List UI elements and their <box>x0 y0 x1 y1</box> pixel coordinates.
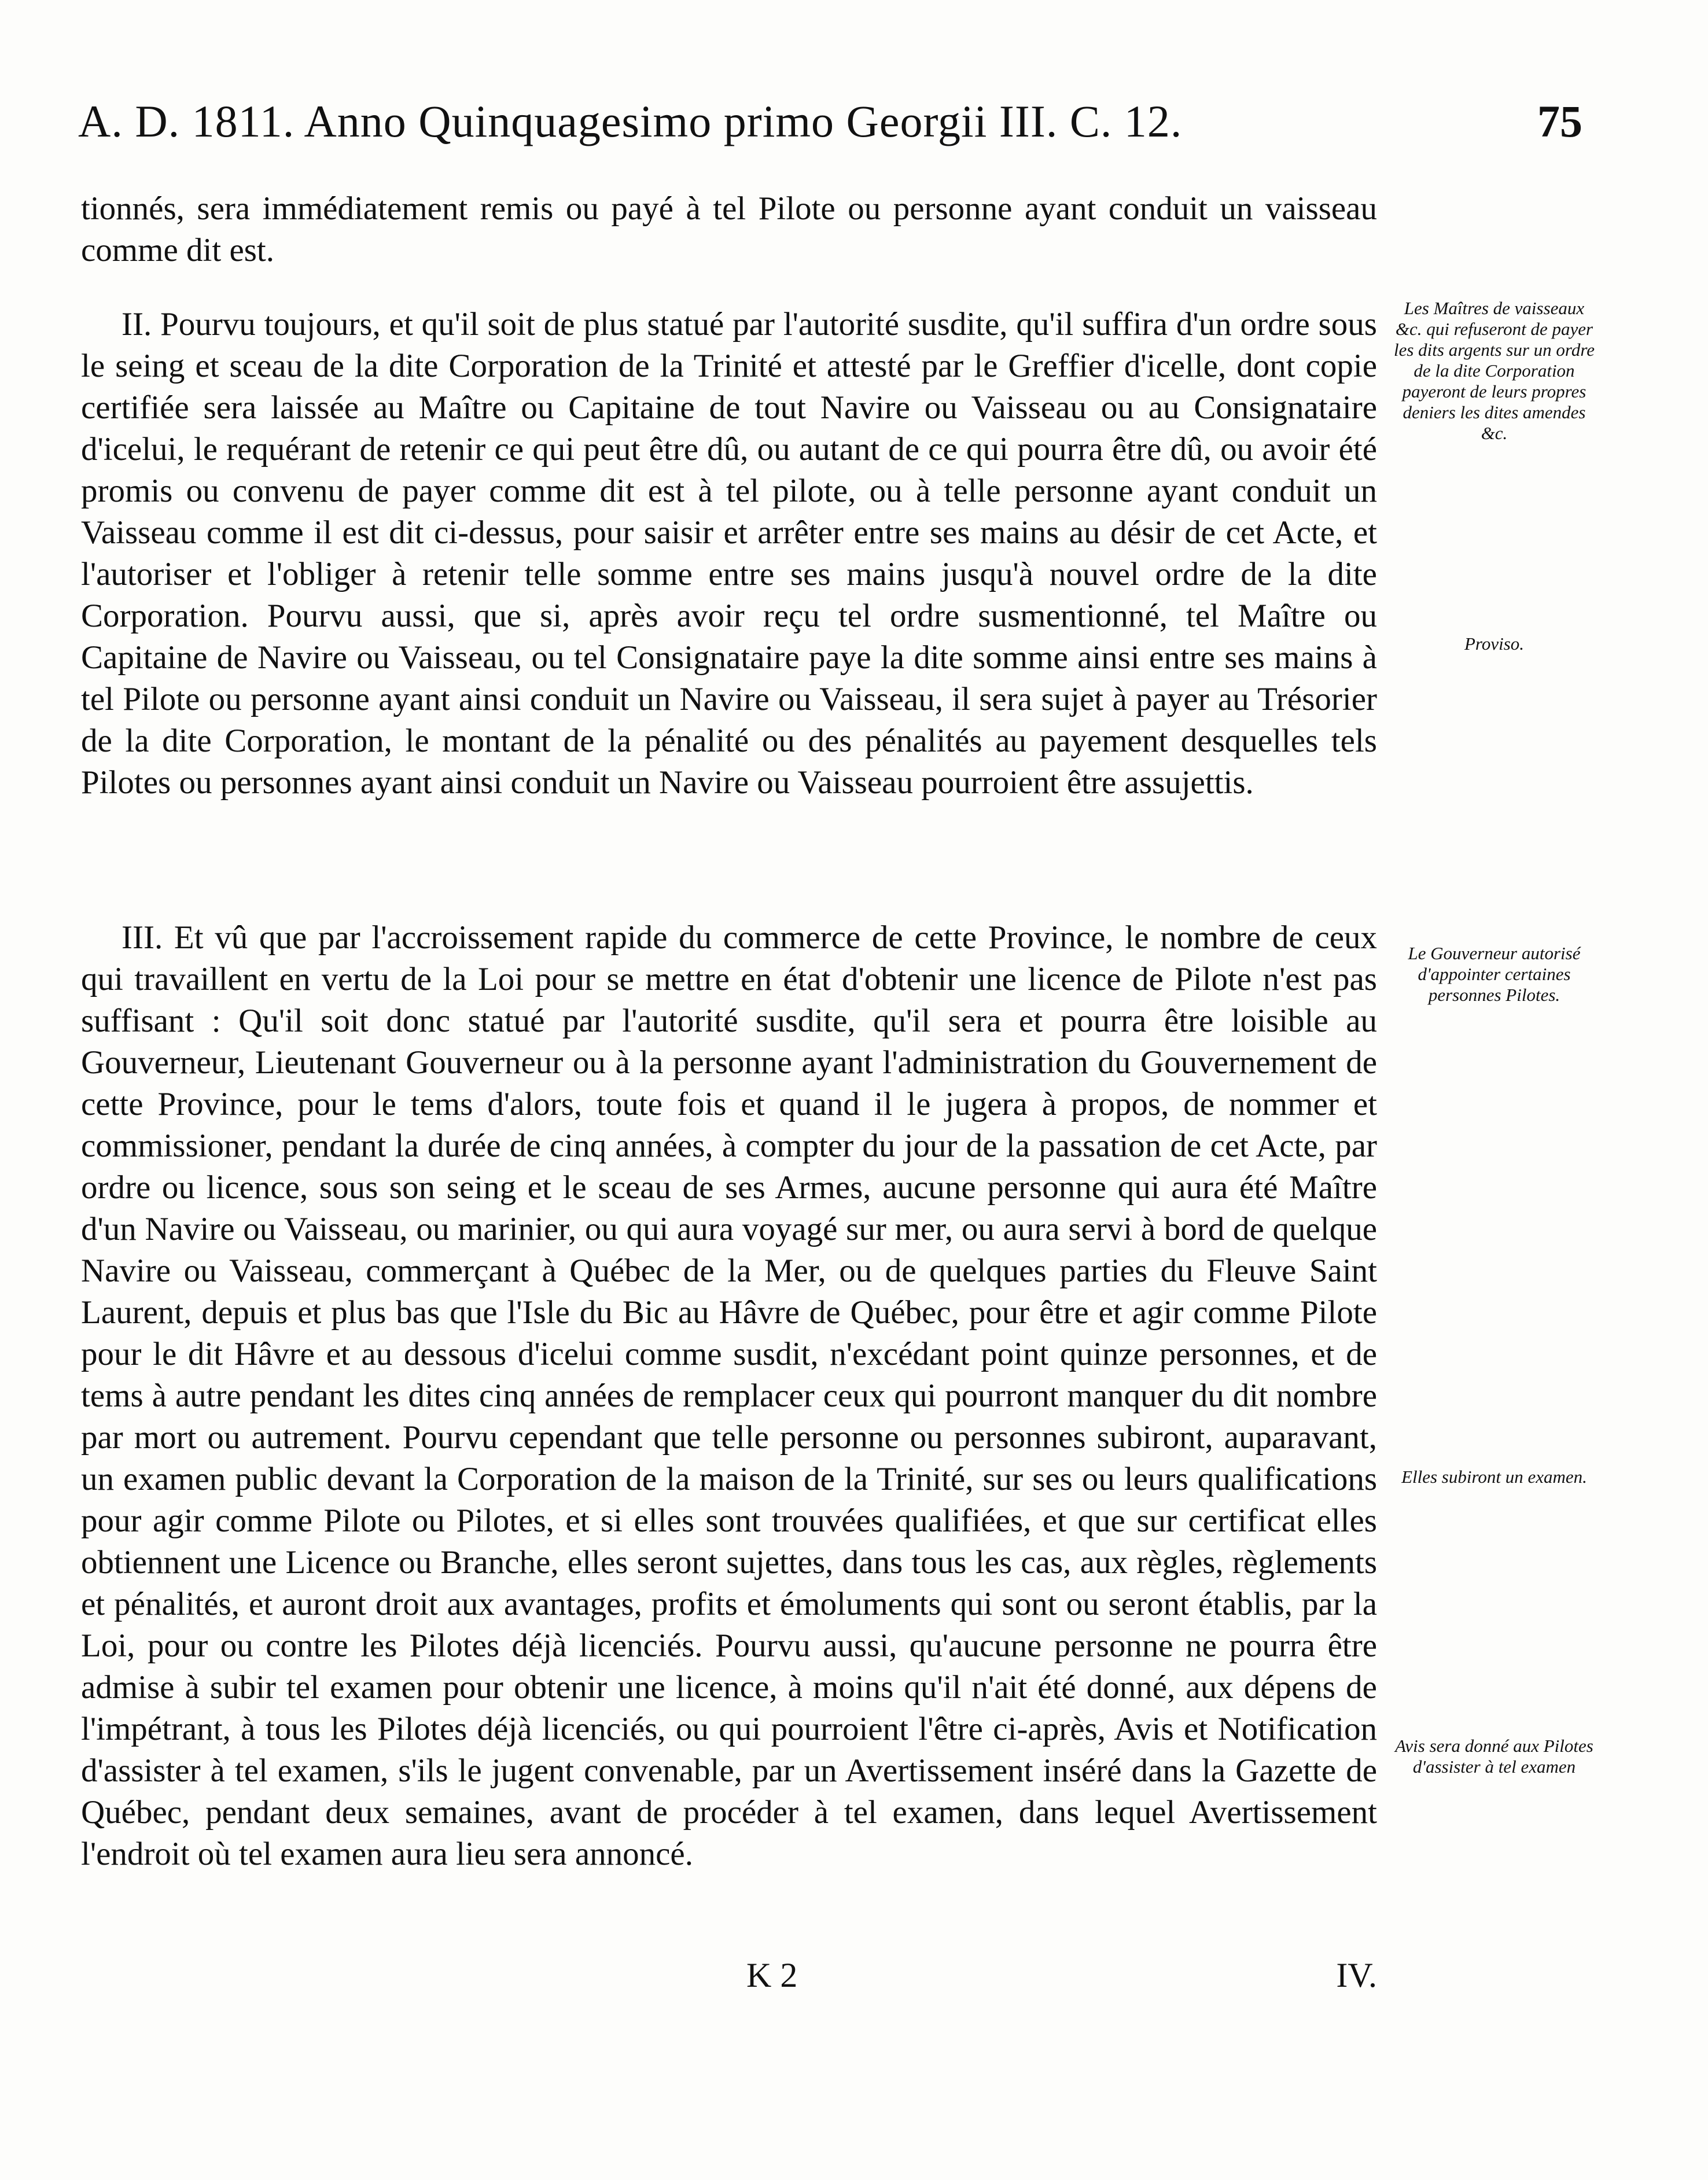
section-2-text: II. Pourvu toujours, et qu'il soit de plus statué par l'autorité susdite, qu'il suffira d'un ordre sous le seing et sceau de la dite Corporation de la Trinité et attesté par le Greffier d'icelle, dont copie certifiée sera laissée au Maître ou Capitaine de tout Navire ou Vaisseau ou au Consignataire d'icelui, le requérant de retenir ce qui peut être dû, ou autant de ce qui pourra être dû, ou avoir été promis ou convenu de payer comme dit est à tel pilote, ou à telle personne ayant conduit un Vaisseau comme il est dit ci-dessus, pour saisir et arrêter entre ses mains au désir de cet Acte, et l'autoriser et l'obliger à retenir telle somme entre ses mains jusqu'à nouvel ordre de la dite Corporation. Pourvu aussi, que si, après avoir reçu tel ordre susmentionné, tel Maître ou Capitaine de Navire ou Vaisseau, ou tel Consignataire paye la dite somme ainsi entre ses mains à tel Pilote ou personne ayant ainsi conduit un Navire ou Vaisseau, il sera sujet à payer au Trésorier de la dite Corporation, le montant de la pénalité ou des pénalités au payement desquelles tels Pilotes ou personnes ayant ainsi conduit un Navire ou Vaisseau pourroient être assujettis. <box>81 306 1377 801</box>
paragraph-text: tionnés, sera immédiatement remis ou payé à tel Pilote ou personne ayant conduit un vaisseau comme dit est. <box>81 190 1377 268</box>
catchword: IV. <box>1336 1956 1377 1994</box>
margin-note-avis: Avis sera donné aux Pilotes d'assister à tel examen <box>1395 1736 1593 1777</box>
paragraph-continuation <box>81 188 1377 271</box>
section-3-text: III. Et vû que par l'accroissement rapide du commerce de cette Province, le nombre de ceux qui travaillent en vertu de la Loi pour se mettre en état d'obtenir une licence de Pilote n'est pas suffisant : Qu'il soit donc statué par l'autorité susdite, qu'il sera et pourra être loisible au Gouverneur, Lieutenant Gouverneur ou à la personne ayant l'administration du Gouvernement de cette Province, pour le tems d'alors, toute fois et quand il le jugera à propos, de nommer et commissioner, pendant la durée de cinq années, à compter du jour de la passation de cet Acte, par ordre ou licence, sous son seing et le sceau de ses Armes, aucune personne qui aura été Maître d'un Navire ou Vaisseau, ou marinier, ou qui aura voyagé sur mer, ou aura servi à bord de quelque Navire ou Vaisseau, commerçant à Québec de la Mer, ou de quelques parties du Fleuve Saint Laurent, depuis et plus bas que l'Isle du Bic au Hâvre de Québec, pour être et agir comme Pilote pour le dit Hâvre et au dessous d'icelui comme susdit, n'excédant point quinze personnes, et de tems à autre pendant les dites cinq années de remplacer ceux qui pourront manquer du dit nombre par mort ou autrement. Pourvu cependant que telle personne ou personnes subiront, auparavant, un examen public devant la Corporation de la maison de la Trinité, sur ses ou leurs qualifications pour agir comme Pilote ou Pilotes, et si elles sont trouvées qualifiées, et que sur certificat elles obtiennent une Licence ou Branche, elles seront sujettes, dans tous les cas, aux règles, règlements et pénalités, et auront droit aux avantages, profits et émoluments qui sont ou seront établis, par la Loi, pour ou contre les Pilotes déjà licenciés. Pourvu aussi, qu'aucune personne ne pourra être admise à subir tel examen pour obtenir une licence, à moins qu'il n'ait été donné, aux dépens de l'impétrant, à tous les Pilotes déjà licenciés, ou qui pourroient l'être ci-après, Avis et Notification d'assister à tel examen, s'ils le jugent convenable, par un Avertissement inséré dans la Gazette de Québec, pendant deux semaines, avant de procéder à tel examen, dans lequel Avertissement l'endroit où tel examen aura lieu sera annoncé. <box>81 919 1377 1872</box>
section-2 <box>81 304 1377 804</box>
margin-note-maitres: Les Maîtres de vaisseaux &c. qui refuseront de payer les dits argents sur un ordre de la dite Corporation payeront de leurs propres deniers les dites amendes &c. <box>1393 298 1595 443</box>
margin-note-proviso: Proviso. <box>1464 634 1525 654</box>
page-footer <box>81 1956 1377 2002</box>
running-title: A. D. 1811. Anno Quinquagesimo primo Georgii III. C. 12. <box>78 96 1183 146</box>
margin-note-gouverneur: Le Gouverneur autorisé d'appointer certaines personnes Pilotes. <box>1408 943 1581 1005</box>
signature-mark: K 2 <box>746 1956 798 1994</box>
section-3 <box>81 917 1377 1875</box>
running-head <box>78 95 1582 165</box>
margin-note-examen: Elles subiront un examen. <box>1401 1467 1587 1487</box>
page-number: 75 <box>1537 96 1582 146</box>
